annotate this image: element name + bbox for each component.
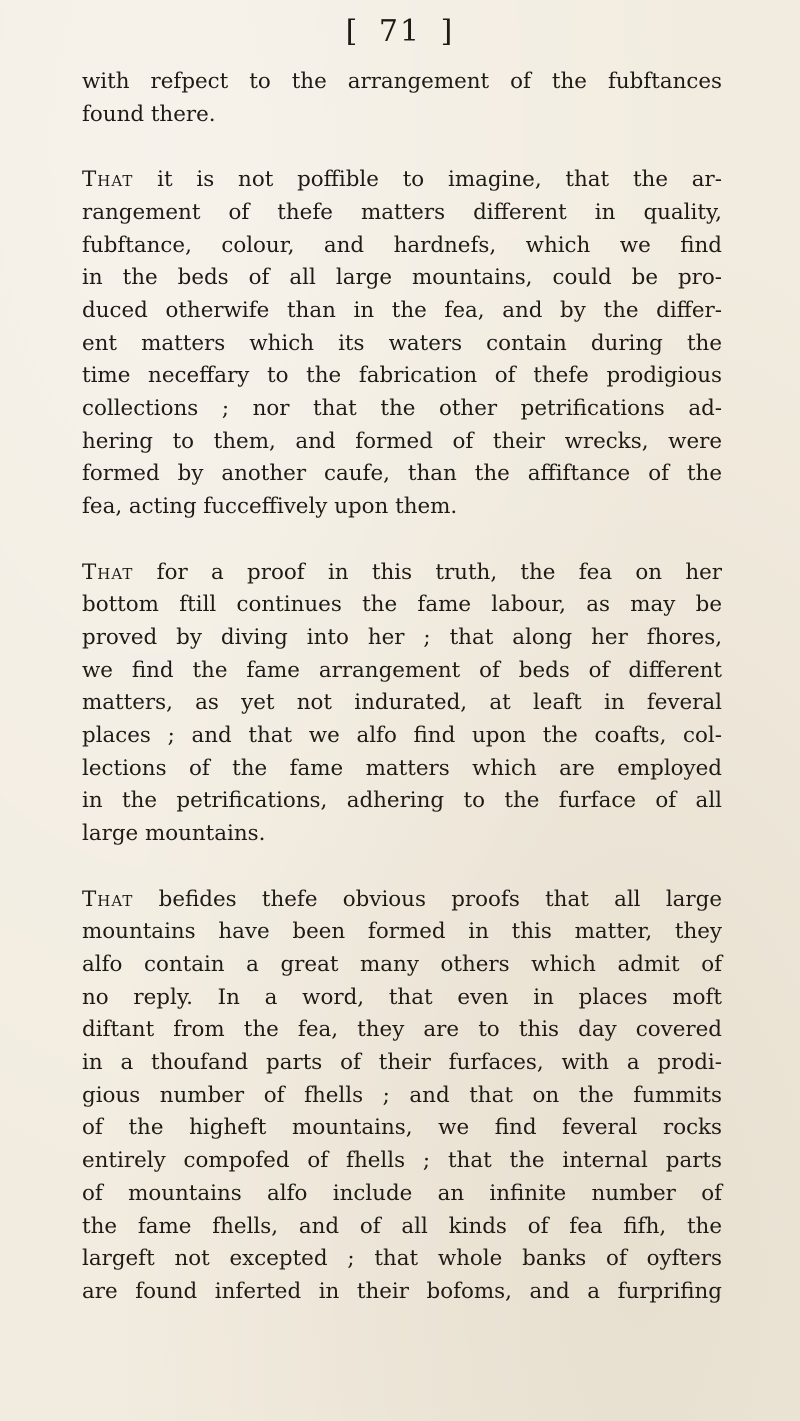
line-text: largeft not excepted ; that whole banks of oyfters bbox=[82, 1246, 722, 1272]
line-text: befides thefe obvious proofs that all large bbox=[133, 886, 722, 912]
line-text: time neceffary to the fabrication of thefe prodigious bbox=[82, 363, 722, 389]
line-text: the fame fhells, and of all kinds of fea fifh, the bbox=[82, 1213, 722, 1239]
text-line bbox=[82, 1145, 722, 1178]
text-line bbox=[82, 262, 722, 295]
paragraph-gap bbox=[82, 851, 722, 884]
text-line bbox=[82, 1014, 722, 1047]
text-line bbox=[82, 916, 722, 949]
text-line bbox=[82, 328, 722, 361]
text-line bbox=[82, 557, 722, 590]
line-text: for a proof in this truth, the fea on her bbox=[133, 559, 722, 585]
line-text: hering to them, and formed of their wrecks, were bbox=[82, 428, 722, 454]
text-line bbox=[82, 426, 722, 459]
line-text: large mountains. bbox=[82, 821, 266, 847]
line-text: diftant from the fea, they are to this day covered bbox=[82, 1017, 722, 1043]
text-line bbox=[82, 1178, 722, 1211]
text-line bbox=[82, 1276, 722, 1309]
text-line bbox=[82, 949, 722, 982]
text-line bbox=[82, 66, 722, 99]
line-text: lections of the fame matters which are employed bbox=[82, 755, 722, 781]
text-line bbox=[82, 1211, 722, 1244]
line-text: are found inferted in their bofoms, and a furprifing bbox=[82, 1278, 722, 1304]
line-text: places ; and that we alfo find upon the coafts, col- bbox=[82, 723, 722, 749]
paragraph-lead-word: That bbox=[82, 167, 134, 193]
text-line bbox=[82, 197, 722, 230]
line-text: formed by another caufe, than the affiftance of the bbox=[82, 461, 722, 487]
line-text: with refpect to the arrangement of the fubftances bbox=[82, 69, 722, 94]
line-text: duced otherwife than in the fea, and by the differ- bbox=[82, 297, 722, 323]
text-line bbox=[82, 458, 722, 491]
line-text: collections ; nor that the other petrifications ad- bbox=[82, 396, 722, 422]
text-line bbox=[82, 1112, 722, 1145]
line-text: fea, acting fucceffively upon them. bbox=[82, 494, 458, 520]
line-text: ent matters which its waters contain during the bbox=[82, 330, 722, 356]
paragraph-gap bbox=[82, 131, 722, 164]
text-line bbox=[82, 720, 722, 753]
paragraph-lead-word: That bbox=[82, 559, 134, 585]
body-text bbox=[82, 66, 722, 1309]
text-line bbox=[82, 491, 722, 524]
line-text: fubftance, colour, and hardnefs, which we find bbox=[82, 232, 722, 258]
line-text: matters, as yet not indurated, at leaft in feveral bbox=[82, 690, 722, 716]
line-text: in the beds of all large mountains, could be pro- bbox=[82, 265, 722, 291]
text-line bbox=[82, 1080, 722, 1113]
text-line bbox=[82, 99, 722, 132]
line-text: alfo contain a great many others which admit of bbox=[82, 951, 722, 977]
text-line bbox=[82, 393, 722, 426]
line-text: in a thoufand parts of their furfaces, with a prodi- bbox=[82, 1050, 722, 1076]
text-line bbox=[82, 230, 722, 263]
line-text: we find the fame arrangement of beds of different bbox=[82, 657, 722, 683]
line-text: found there. bbox=[82, 101, 216, 127]
text-line bbox=[82, 753, 722, 786]
page-header: [ 71 ] bbox=[345, 14, 455, 49]
line-text: mountains have been formed in this matter, they bbox=[82, 919, 722, 945]
text-line bbox=[82, 785, 722, 818]
text-line bbox=[82, 1243, 722, 1276]
text-line bbox=[82, 884, 722, 917]
line-text: it is not poffible to imagine, that the ar- bbox=[133, 167, 722, 193]
line-text: of the higheft mountains, we find feveral rocks bbox=[82, 1115, 722, 1141]
text-line bbox=[82, 589, 722, 622]
line-text: rangement of thefe matters different in quality, bbox=[82, 199, 722, 225]
text-line bbox=[82, 164, 722, 197]
text-line bbox=[82, 687, 722, 720]
line-text: no reply. In a word, that even in places moft bbox=[82, 984, 722, 1010]
text-line bbox=[82, 818, 722, 851]
paragraph-gap bbox=[82, 524, 722, 557]
line-text: proved by diving into her ; that along her fhores, bbox=[82, 624, 722, 650]
text-line bbox=[82, 295, 722, 328]
line-text: in the petrifications, adhering to the furface of all bbox=[82, 788, 722, 814]
text-line bbox=[82, 1047, 722, 1080]
text-line bbox=[82, 360, 722, 393]
text-line bbox=[82, 655, 722, 688]
line-text: gious number of fhells ; and that on the fummits bbox=[82, 1082, 722, 1108]
text-line bbox=[82, 982, 722, 1015]
line-text: of mountains alfo include an infinite number of bbox=[82, 1180, 722, 1206]
text-line bbox=[82, 622, 722, 655]
line-text: entirely compofed of fhells ; that the internal parts bbox=[82, 1148, 722, 1174]
line-text: bottom ftill continues the fame labour, as may be bbox=[82, 592, 722, 618]
paragraph-lead-word: That bbox=[82, 886, 134, 912]
